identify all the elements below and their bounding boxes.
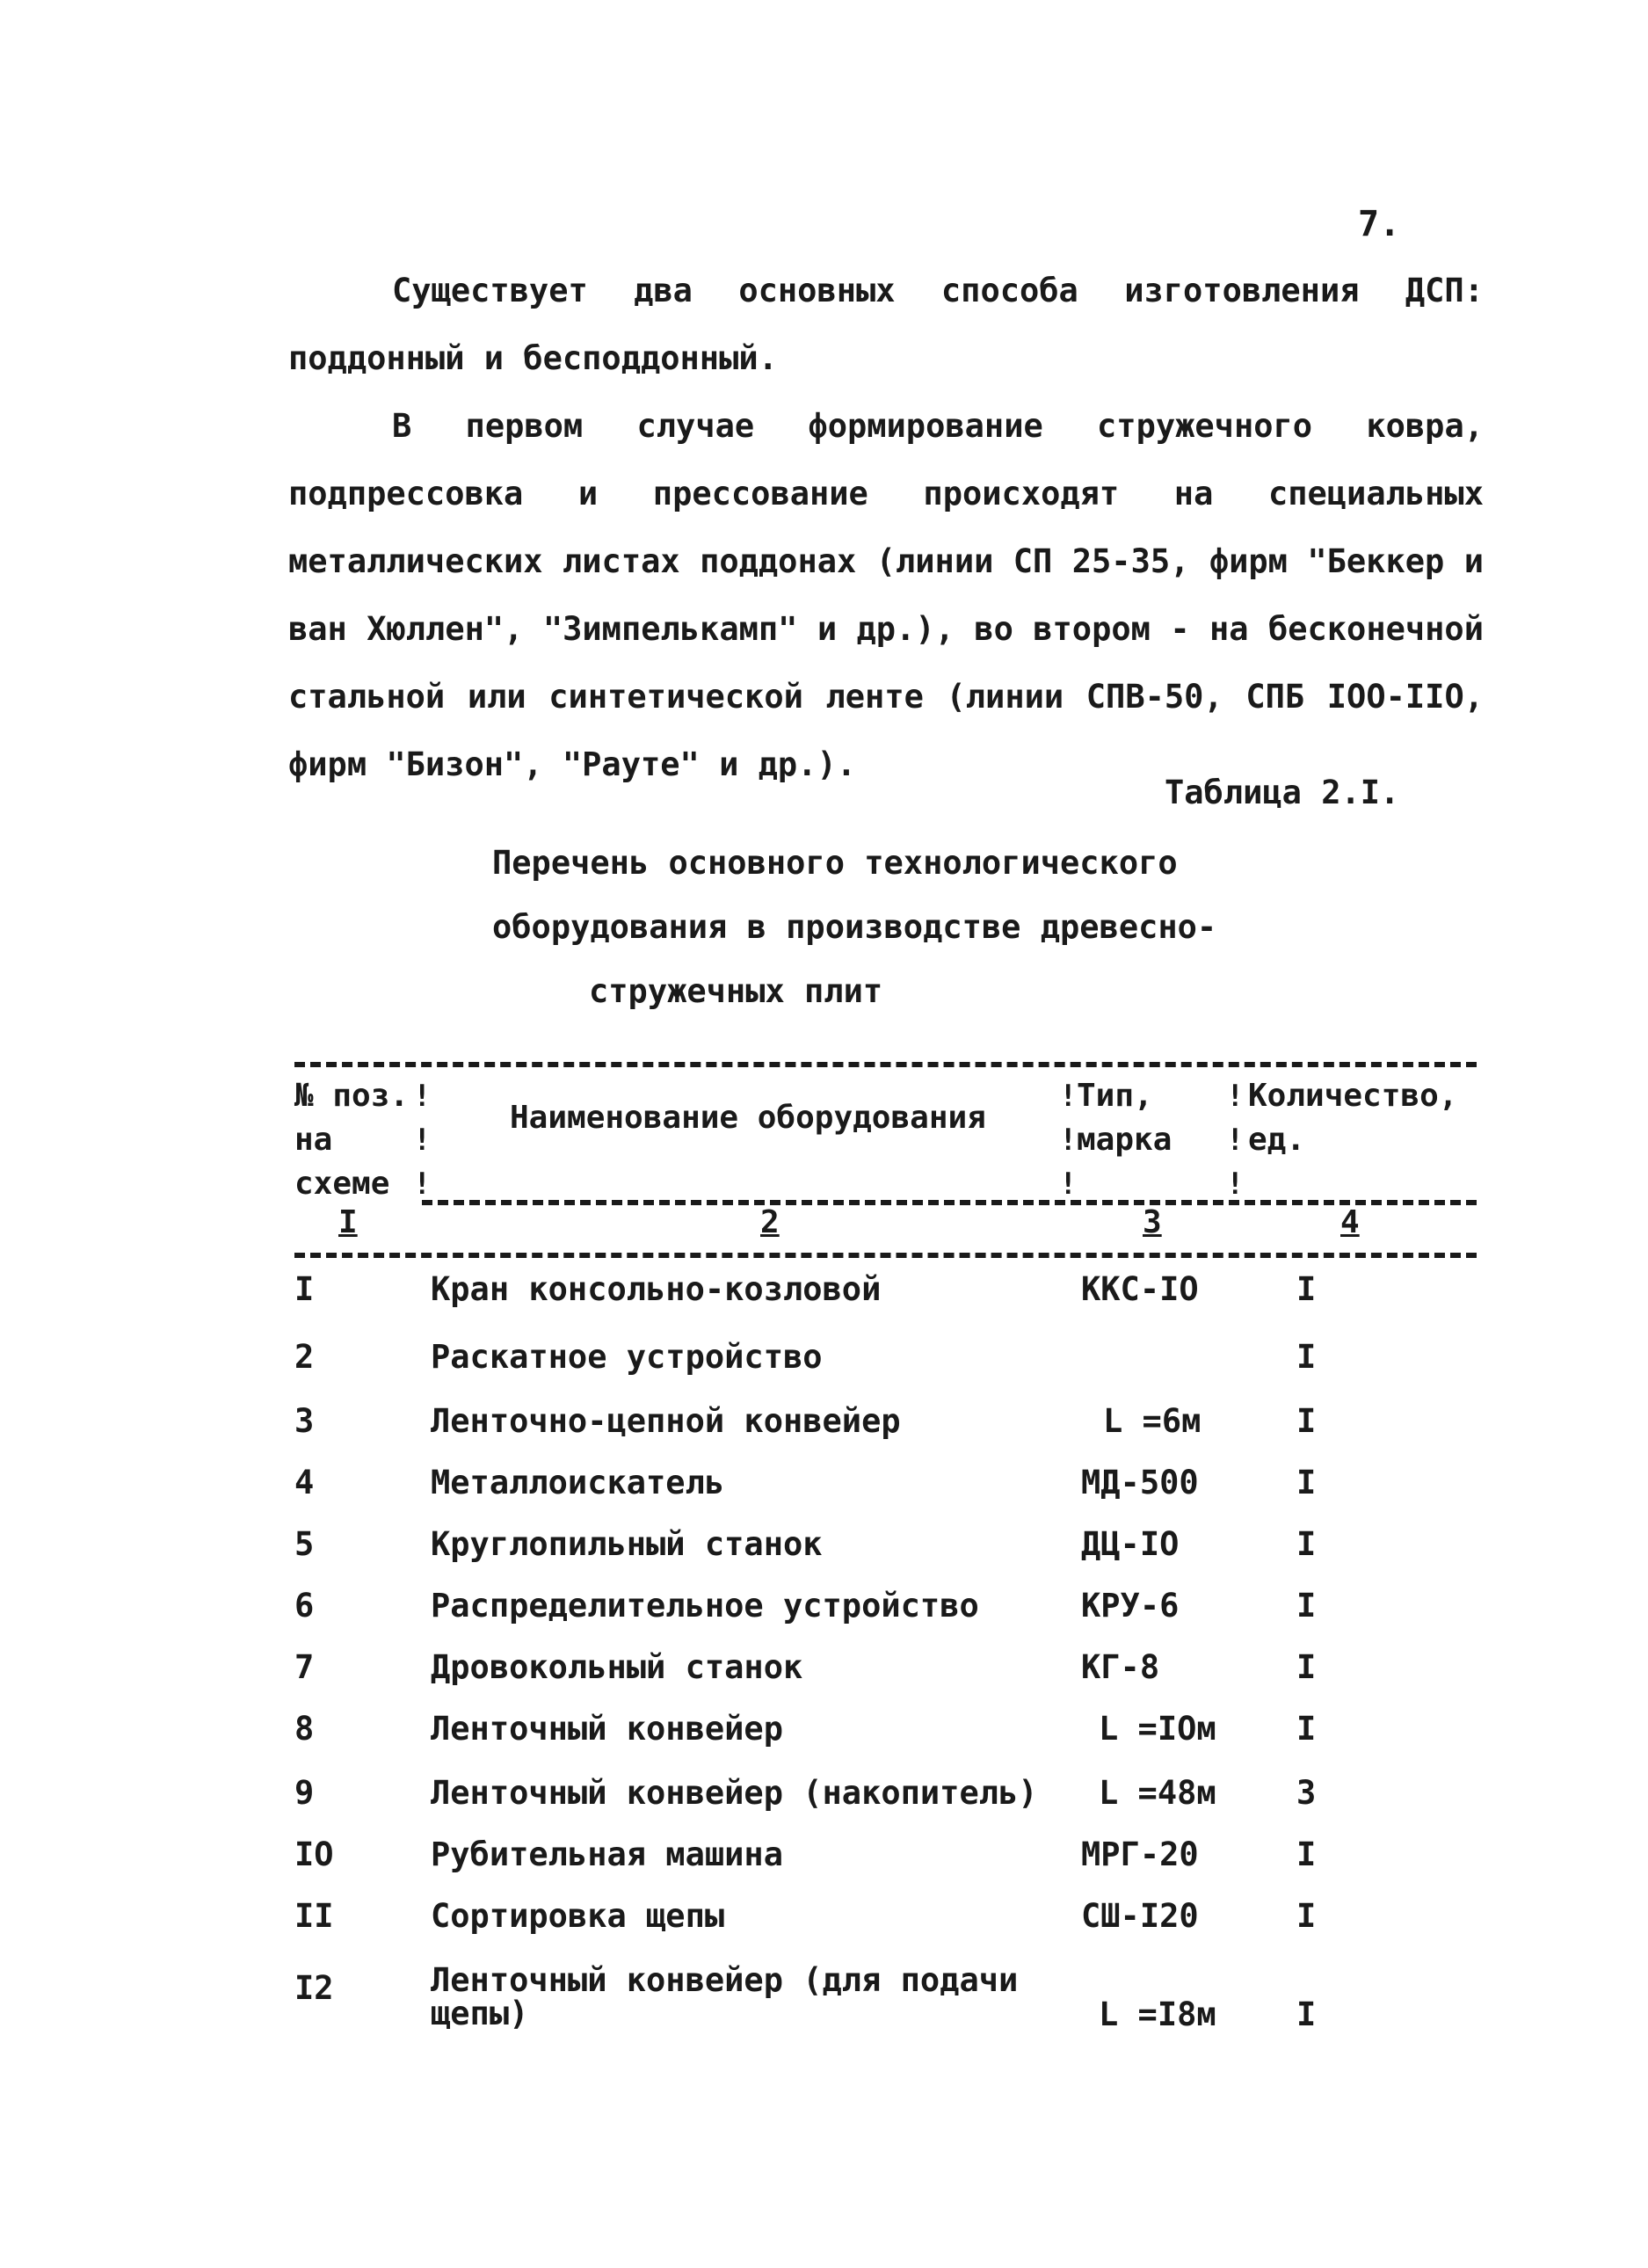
cell-equipment: Круглопильный станок (431, 1525, 823, 1563)
cell-quantity: I (1296, 1587, 1317, 1625)
cell-position: 5 (294, 1525, 315, 1563)
table-row (0, 1710, 1648, 1763)
table-row (0, 1464, 1648, 1516)
cell-equipment: Ленточный конвейер (431, 1710, 783, 1748)
cell-equipment: Металлоискатель (431, 1464, 725, 1501)
table-row (0, 1270, 1648, 1323)
column-number-2: 2 (760, 1204, 780, 1240)
cell-equipment: Ленточный конвейер (накопитель) (431, 1774, 1038, 1812)
cell-position: 3 (294, 1402, 315, 1440)
cell-type: ДЦ-IO (1081, 1525, 1180, 1563)
table-row (0, 1587, 1648, 1639)
cell-quantity: I (1296, 1525, 1317, 1563)
cell-equipment: Раскатное устройство (431, 1338, 823, 1376)
cell-quantity: I (1296, 1464, 1317, 1501)
cell-quantity: I (1296, 1710, 1317, 1748)
cell-position: II (294, 1897, 334, 1935)
cell-quantity: I (1296, 1835, 1317, 1873)
cell-equipment: Распределительное устройство (431, 1587, 979, 1625)
cell-equipment: Ленточно-цепной конвейер (431, 1402, 901, 1440)
cell-type: МД-500 (1081, 1464, 1199, 1501)
cell-quantity: I (1296, 1270, 1317, 1308)
header-position-number: № поз. на схеме (294, 1078, 410, 1202)
table-row (0, 1648, 1648, 1701)
header-bottom-rule (294, 1253, 1477, 1258)
cell-position: 2 (294, 1338, 315, 1376)
cell-type: L =I8м (1099, 1995, 1216, 2033)
cell-position: I (294, 1270, 315, 1308)
header-separator: ! ! ! (1226, 1079, 1245, 1202)
header-middle-rule (422, 1200, 1477, 1205)
table-title (492, 831, 1283, 1023)
column-number-3: 3 (1143, 1204, 1162, 1240)
cell-type: СШ-I20 (1081, 1897, 1199, 1935)
cell-position: 7 (294, 1648, 315, 1686)
table-row (0, 1402, 1648, 1455)
header-type-brand: Тип, марка (1077, 1078, 1172, 1158)
column-number-1: I (338, 1204, 358, 1240)
cell-quantity: 3 (1296, 1774, 1317, 1812)
cell-position: 9 (294, 1774, 315, 1812)
table-row (0, 1338, 1648, 1391)
cell-type: L =48м (1099, 1774, 1216, 1812)
cell-position: 6 (294, 1587, 315, 1625)
cell-type: L =6м (1103, 1402, 1202, 1440)
page-number: 7. (1358, 204, 1401, 244)
table-row (0, 1961, 1648, 2048)
cell-quantity: I (1296, 1897, 1317, 1935)
header-separator: ! ! ! (1059, 1079, 1078, 1202)
cell-position: IO (294, 1835, 334, 1873)
cell-position: I2 (294, 1969, 334, 2007)
cell-quantity: I (1296, 1402, 1317, 1440)
header-separator: ! ! ! (413, 1079, 432, 1202)
table-title-line: стружечных плит (589, 972, 883, 1010)
paragraph-1: Существует два основных способа изготовления ДСП: поддонный и бесподдонный. (288, 272, 1484, 377)
cell-quantity: I (1296, 1995, 1317, 2033)
cell-quantity: I (1296, 1648, 1317, 1686)
cell-type: L =IOм (1099, 1710, 1216, 1748)
header-quantity: Количество, ед. (1248, 1078, 1458, 1158)
cell-position: 4 (294, 1464, 315, 1501)
cell-type: КРУ-6 (1081, 1587, 1180, 1625)
column-number-4: 4 (1340, 1204, 1360, 1240)
table-row (0, 1774, 1648, 1827)
cell-quantity: I (1296, 1338, 1317, 1376)
table-row (0, 1835, 1648, 1888)
paragraph-2: В первом случае формирование стружечного ковра, подпрессовка и прессование происходят на специальных металлических листах поддонах (линии СП 25-35, фирм "Беккер и ван Хюллен", "Зимпелькамп" и др.), во втором - на бесконечной стальной или синтетической ленте (линии СПВ-50, СПБ IOO-IIO, фирм "Бизон", "Рауте" и др.). (288, 407, 1484, 783)
table-top-rule (294, 1062, 1477, 1067)
cell-position: 8 (294, 1710, 315, 1748)
header-equipment-name: Наименование оборудования (510, 1100, 986, 1136)
cell-type: ККС-IO (1081, 1270, 1199, 1308)
table-row (0, 1525, 1648, 1578)
cell-equipment: Дровокольный станок (431, 1648, 803, 1686)
cell-equipment: Кран консольно-козловой (431, 1270, 882, 1308)
cell-equipment: Ленточный конвейер (для подачи щепы) (431, 1961, 1019, 2032)
cell-equipment: Рубительная машина (431, 1835, 783, 1873)
table-title-line: Перечень основного технологического (492, 844, 1178, 882)
table-row (0, 1897, 1648, 1950)
table-title-line: оборудования в производстве древесно- (492, 908, 1217, 946)
cell-type: КГ-8 (1081, 1648, 1160, 1686)
cell-type: МРГ-20 (1081, 1835, 1199, 1873)
table-label: Таблица 2.I. (1165, 774, 1400, 811)
cell-equipment: Сортировка щепы (431, 1897, 725, 1935)
